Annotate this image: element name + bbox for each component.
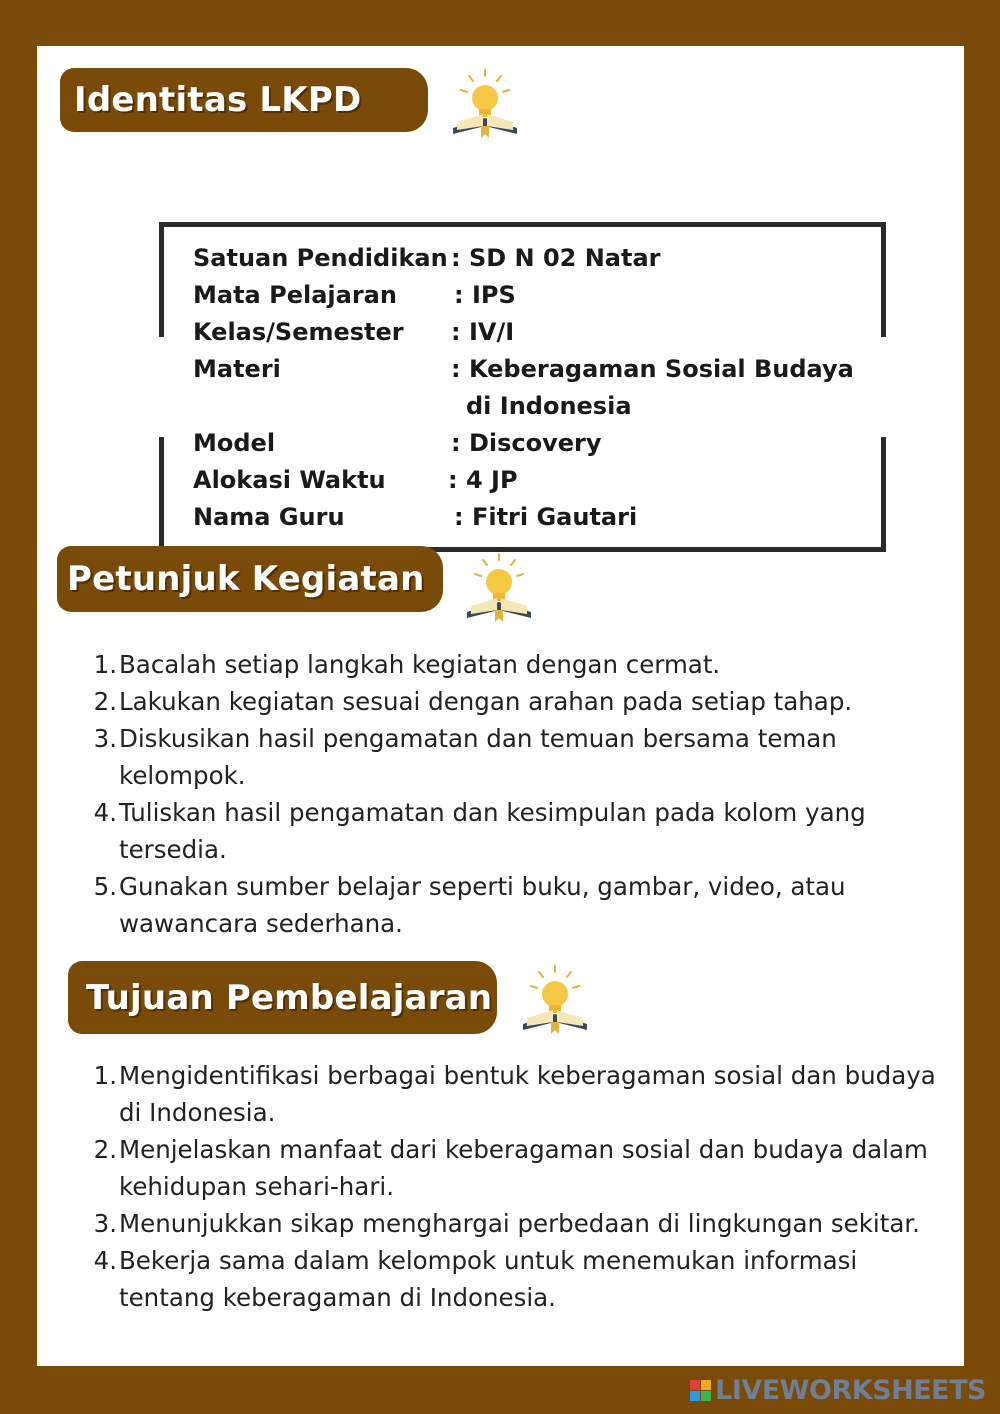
list-text: Tuliskan hasil pengamatan dan kesimpulan pada kolom yang tersedia. [119, 798, 866, 864]
list-item [59, 646, 939, 683]
list-number: 2. [93, 1135, 117, 1164]
box-border-left-bottom [159, 437, 164, 552]
identity-value: di Indonesia [466, 392, 632, 420]
list-number: 1. [93, 650, 117, 679]
list-text: Bekerja sama dalam kelompok untuk menemukan informasi tentang keberagaman di Indonesia. [119, 1246, 858, 1312]
lightbulb-book-icon [461, 550, 537, 626]
list-item [59, 1205, 939, 1242]
lightbulb-book-icon [447, 66, 523, 142]
list-item [59, 1057, 939, 1131]
lightbulb-book-icon [517, 962, 593, 1038]
list-number: 3. [93, 1209, 117, 1238]
identity-label: Model [193, 429, 276, 457]
list-number: 4. [93, 1246, 117, 1275]
box-border-top [159, 222, 886, 227]
list-number: 3. [93, 724, 117, 753]
identity-value: : Keberagaman Sosial Budaya [451, 355, 854, 383]
identity-value: : Discovery [451, 429, 602, 457]
list-text: Lakukan kegiatan sesuai dengan arahan pada setiap tahap. [119, 687, 853, 716]
section-title-identitas: Identitas LKPD [60, 68, 428, 132]
identity-label: Mata Pelajaran [193, 281, 397, 309]
list-item [59, 720, 939, 794]
list-item [59, 1242, 939, 1316]
liveworksheets-mark-icon [690, 1380, 711, 1401]
liveworksheets-logo[interactable] [690, 1375, 986, 1406]
list-text: Gunakan sumber belajar seperti buku, gambar, video, atau wawancara sederhana. [119, 872, 846, 938]
identity-box [159, 222, 886, 552]
identity-label: Materi [193, 355, 281, 383]
identity-label: Alokasi Waktu [193, 466, 386, 494]
identity-value: : 4 JP [448, 466, 518, 494]
section-title-petunjuk: Petunjuk Kegiatan [57, 546, 443, 612]
list-item [59, 794, 939, 868]
list-number: 4. [93, 798, 117, 827]
list-text: Menjelaskan manfaat dari keberagaman sosial dan budaya dalam kehidupan sehari-hari. [119, 1135, 928, 1201]
list-number: 5. [93, 872, 117, 901]
section-title-tujuan: Tujuan Pembelajaran [68, 961, 497, 1034]
list-text: Bacalah setiap langkah kegiatan dengan cermat. [119, 650, 721, 679]
identity-value: : SD N 02 Natar [451, 244, 661, 272]
list-item [59, 1131, 939, 1205]
list-text: Mengidentifikasi berbagai bentuk keberagaman sosial dan budaya di Indonesia. [119, 1061, 936, 1127]
identity-label: Nama Guru [193, 503, 345, 531]
footer-brand: LIVEWORKSHEETS [715, 1375, 986, 1406]
tujuan-list [59, 1057, 939, 1316]
petunjuk-list [59, 646, 939, 942]
worksheet-page [37, 46, 964, 1366]
box-border-right-top [881, 222, 886, 337]
identity-label: Kelas/Semester [193, 318, 404, 346]
identity-value: : IPS [454, 281, 516, 309]
list-text: Menunjukkan sikap menghargai perbedaan di lingkungan sekitar. [119, 1209, 920, 1238]
list-item [59, 683, 939, 720]
identity-value: : IV/I [451, 318, 515, 346]
list-item [59, 868, 939, 942]
list-number: 2. [93, 687, 117, 716]
list-text: Diskusikan hasil pengamatan dan temuan bersama teman kelompok. [119, 724, 837, 790]
box-border-right-bottom [881, 437, 886, 552]
identity-label: Satuan Pendidikan [193, 244, 448, 272]
list-number: 1. [93, 1061, 117, 1090]
box-border-left-top [159, 222, 164, 337]
identity-value: : Fitri Gautari [454, 503, 638, 531]
